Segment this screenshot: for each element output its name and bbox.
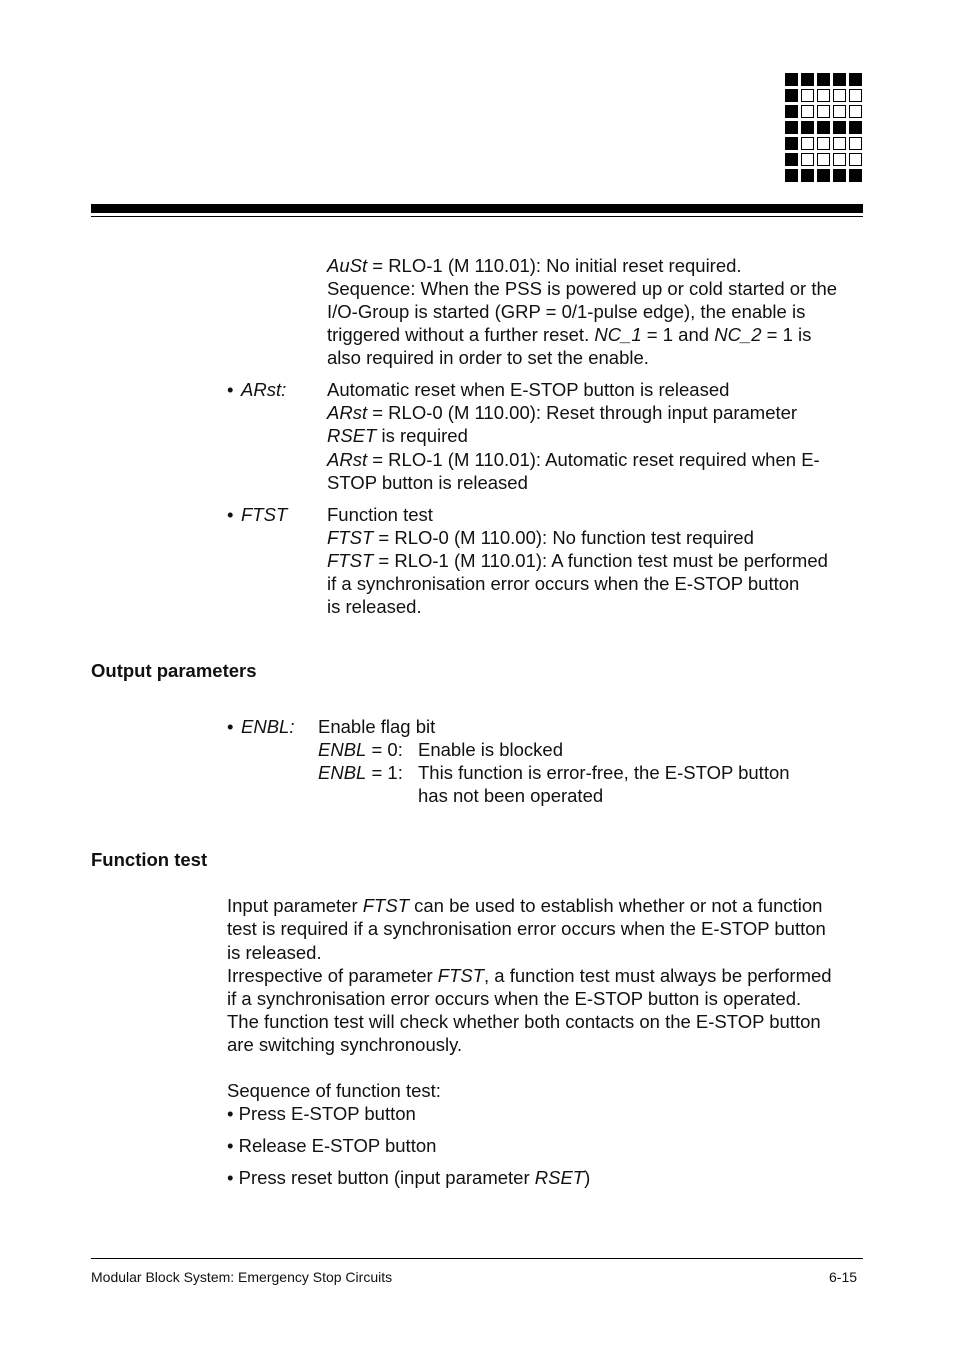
ft-step-3: • Press reset button (input parameter RSET) (227, 1167, 591, 1188)
logo-cell (801, 121, 814, 134)
logo-cell (817, 137, 830, 150)
logo-cell (801, 105, 814, 118)
logo-cell (849, 73, 862, 86)
arst-line-1: Automatic reset when E-STOP button is released (327, 379, 730, 400)
logo-cell (849, 153, 862, 166)
enbl-line-1: Enable flag bit (318, 716, 436, 737)
enbl-row-2-text: This function is error-free, the E-STOP button (418, 762, 790, 783)
ftst-term: FTST (241, 504, 288, 525)
ft-sequence-title: Sequence of function test: (227, 1080, 441, 1101)
ft-p1-line-3: is released. (227, 942, 322, 963)
logo-cell (785, 169, 798, 182)
logo-cell (833, 73, 846, 86)
logo-cell (849, 137, 862, 150)
logo-cell (849, 89, 862, 102)
ftst-bullet: • (227, 504, 234, 525)
ft-p1-line-2: test is required if a synchronisation error occurs when the E-STOP button (227, 918, 826, 939)
ft-p2-line-2: if a synchronisation error occurs when the E-STOP button is operated. (227, 988, 802, 1009)
ft-step-1: • Press E-STOP button (227, 1103, 416, 1124)
aust-line-3: I/O-Group is started (GRP = 0/1-pulse edge), the enable is (327, 301, 806, 322)
logo-cell (833, 137, 846, 150)
logo-cell (849, 105, 862, 118)
ftst-line-1: Function test (327, 504, 433, 525)
ftst-line-2: FTST = RLO-0 (M 110.00): No function test required (327, 527, 754, 548)
logo-cell (833, 121, 846, 134)
logo-cell (817, 121, 830, 134)
logo-cell (817, 105, 830, 118)
logo-cell (785, 105, 798, 118)
enbl-row-1-label: ENBL = 0: (318, 739, 403, 760)
logo-cell (849, 121, 862, 134)
ft-p2-line-1: Irrespective of parameter FTST, a function test must always be performed (227, 965, 832, 986)
logo-cell (817, 89, 830, 102)
logo-cell (833, 105, 846, 118)
logo-cell (833, 169, 846, 182)
logo-cell (801, 169, 814, 182)
company-grid-logo (785, 73, 865, 183)
logo-cell (785, 89, 798, 102)
logo-cell (817, 153, 830, 166)
footer-page-number: 6-15 (829, 1269, 858, 1285)
ft-step-2: • Release E-STOP button (227, 1135, 437, 1156)
logo-cell (849, 169, 862, 182)
logo-cell (833, 153, 846, 166)
aust-line-4: triggered without a further reset. NC_1 = 1 and NC_2 = 1 is (327, 324, 812, 345)
logo-cell (785, 153, 798, 166)
enbl-row-1-text: Enable is blocked (418, 739, 564, 760)
logo-cell (801, 153, 814, 166)
logo-cell (801, 89, 814, 102)
logo-cell (833, 89, 846, 102)
arst-line-4: ARst = RLO-1 (M 110.01): Automatic reset required when E- (327, 449, 820, 470)
ftst-line-4: if a synchronisation error occurs when the E-STOP button (327, 573, 800, 594)
arst-line-2: ARst = RLO-0 (M 110.00): Reset through input parameter (327, 402, 798, 423)
logo-cell (801, 137, 814, 150)
enbl-bullet: • (227, 716, 234, 737)
arst-term: ARst: (241, 379, 287, 400)
logo-cell (817, 73, 830, 86)
function-test-heading: Function test (91, 849, 208, 870)
logo-cell (785, 73, 798, 86)
footer-title: Modular Block System: Emergency Stop Circuits (91, 1269, 393, 1285)
ft-p2-line-4: are switching synchronously. (227, 1034, 463, 1055)
aust-line-5: also required in order to set the enable. (327, 347, 649, 368)
enbl-row-2-text-cont: has not been operated (418, 785, 604, 806)
aust-line-1: AuSt = RLO-1 (M 110.01): No initial reset required. (327, 255, 742, 276)
enbl-term: ENBL: (241, 716, 295, 737)
ftst-line-3: FTST = RLO-1 (M 110.01): A function test must be performed (327, 550, 828, 571)
ftst-line-5: is released. (327, 596, 422, 617)
arst-bullet: • (227, 379, 234, 400)
header-rule-thin (91, 216, 863, 217)
logo-cell (801, 73, 814, 86)
header-rule-thick (91, 204, 863, 213)
ft-p1-line-1: Input parameter FTST can be used to establish whether or not a function (227, 895, 823, 916)
logo-cell (817, 169, 830, 182)
ft-p2-line-3: The function test will check whether both contacts on the E-STOP button (227, 1011, 821, 1032)
logo-cell (785, 137, 798, 150)
arst-line-3: RSET is required (327, 425, 468, 446)
aust-line-2: Sequence: When the PSS is powered up or cold started or the (327, 278, 838, 299)
logo-cell (785, 121, 798, 134)
footer-rule (91, 1258, 863, 1259)
output-parameters-heading: Output parameters (91, 660, 257, 681)
enbl-row-2-label: ENBL = 1: (318, 762, 403, 783)
arst-line-5: STOP button is released (327, 472, 528, 493)
